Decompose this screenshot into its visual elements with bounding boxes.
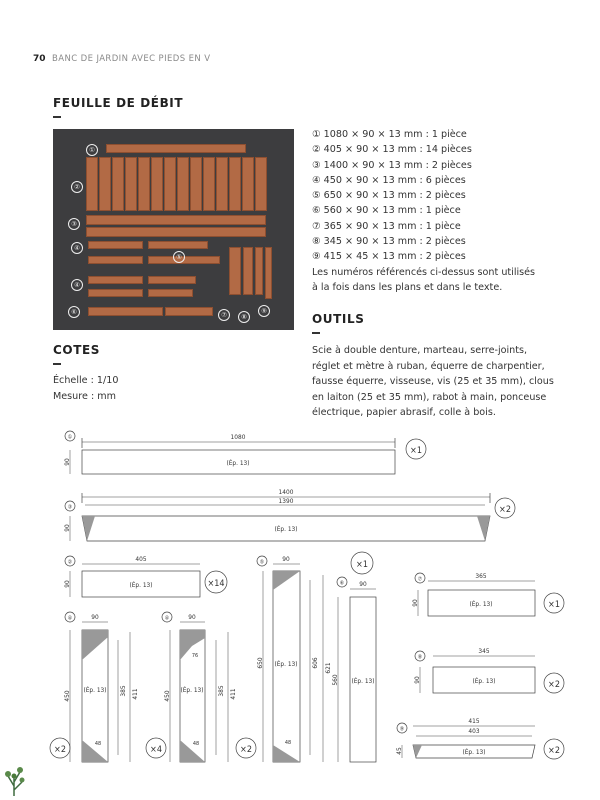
p5-length-mid: 606: [311, 657, 319, 669]
cut-list-marker: ⑨: [312, 251, 321, 263]
photo-label-1: ①: [86, 144, 98, 156]
p7-qty: ×1: [548, 600, 560, 610]
tools-line: Scie à double denture, marteau, serre-joints,: [312, 345, 528, 356]
cut-list-text: 365 × 90 × 13 mm : 1 pièce: [323, 220, 461, 232]
cut-list-marker: ⑦: [312, 220, 321, 232]
photo-label-7: ⑦: [218, 309, 230, 321]
p9-marker: ⑨: [399, 726, 405, 733]
cut-list-marker: ③: [312, 159, 321, 171]
cut-list-item: [312, 158, 562, 173]
heading-dash: [312, 332, 320, 334]
photo-label-5: ⑤: [173, 251, 185, 263]
cut-list-item: [312, 219, 562, 234]
p5-angle: 48: [284, 740, 292, 746]
p4b-inner1: 385: [217, 685, 225, 697]
heading-dash: [53, 116, 61, 118]
p1-length: 1080: [230, 433, 246, 441]
p4a-length: 450: [63, 690, 71, 702]
cut-list-marker: ①: [312, 129, 321, 140]
p3-thickness: (Ép. 13): [274, 525, 298, 533]
p6-thickness: (Ép. 13): [351, 677, 375, 685]
p8-thickness: (Ép. 13): [472, 677, 496, 685]
tools-line: en laiton (25 et 35 mm), rabot à main, ponceuse: [312, 391, 547, 403]
p2-thickness: (Ép. 13): [129, 581, 153, 589]
p2-width: 90: [63, 580, 71, 588]
p8-width: 90: [413, 676, 421, 684]
p2-length: 405: [135, 555, 147, 563]
p4a-qty: ×2: [54, 745, 66, 755]
p4b-inner2: 411: [229, 688, 237, 700]
cut-list-text: 1400 × 90 × 13 mm : 2 pièces: [323, 159, 472, 171]
photo-label-3: ③: [68, 218, 80, 230]
photo-label-4a: ④: [71, 242, 83, 254]
cut-list-item: [312, 188, 562, 203]
p6-marker: ⑥: [339, 580, 345, 587]
cut-list-marker: ②: [312, 144, 321, 156]
heading-dash: [53, 363, 61, 365]
cut-sheet-heading: FEUILLE DE DÉBIT: [53, 96, 184, 110]
cut-list-text: 650 × 90 × 13 mm : 2 pièces: [323, 190, 466, 202]
cut-list-marker: ⑥: [312, 205, 321, 217]
cut-list-marker: ④: [312, 174, 321, 186]
cut-list: [312, 127, 562, 295]
photo-label-9: ⑨: [258, 305, 270, 317]
p3-length-outer: 1400: [278, 488, 294, 496]
tools-text: [312, 343, 572, 421]
photo-label-4b: ④: [71, 279, 83, 291]
cut-list-text: 450 × 90 × 13 mm : 6 pièces: [323, 174, 466, 186]
p4b-angle: 48: [192, 741, 200, 747]
p1-marker: ①: [67, 434, 73, 441]
p2-qty: ×14: [207, 579, 225, 589]
p5-length-inner: 621: [324, 662, 332, 674]
cut-list-text: 415 × 45 × 13 mm : 2 pièces: [323, 251, 466, 263]
plant-decoration: [2, 758, 38, 798]
p9-thickness: (Ép. 13): [462, 748, 486, 756]
p1-thickness: (Ép. 13): [226, 459, 250, 467]
p7-length: 365: [475, 572, 487, 580]
p4a-angle: 48: [94, 741, 102, 747]
photo-label-6: ⑥: [68, 306, 80, 318]
p4a-thickness: (Ép. 13): [83, 686, 107, 694]
tools-line: réglet et mètre à ruban, équerre de charpentier,: [312, 360, 545, 372]
cut-list-marker: ⑤: [312, 190, 321, 202]
photo-label-8: ⑧: [238, 311, 250, 323]
planks-photo: [53, 129, 294, 330]
p5-top: 90: [282, 555, 290, 563]
p1-qty: ×1: [410, 446, 422, 456]
cut-list-marker: ⑧: [312, 236, 321, 248]
cut-list-item: [312, 234, 562, 249]
p7-thickness: (Ép. 13): [469, 600, 493, 608]
cut-list-item: [312, 127, 562, 142]
p3-qty: ×2: [499, 505, 511, 515]
running-title: BANC DE JARDIN AVEC PIEDS EN V: [52, 54, 211, 64]
p4a-marker: ④: [67, 615, 73, 622]
cut-list-text: 345 × 90 × 13 mm : 2 pièces: [323, 236, 466, 248]
p9-qty: ×2: [548, 746, 560, 756]
unit-text: Mesure : mm: [53, 391, 116, 402]
scale-text: Échelle : 1/10: [53, 375, 119, 386]
p5-alone-qty: ×1: [356, 560, 368, 570]
p4b-marker: ④: [164, 615, 170, 622]
p8-marker: ⑧: [417, 654, 423, 661]
p5-qty: ×2: [240, 745, 252, 755]
cut-list-item: [312, 203, 562, 218]
cut-list-item: [312, 249, 562, 264]
p3-marker: ③: [67, 504, 73, 511]
p4a-top: 90: [91, 613, 99, 621]
tools-line: fausse équerre, visseuse, vis (25 et 35 mm), clous: [312, 376, 554, 388]
p1-width: 90: [63, 458, 71, 466]
photo-label-2: ②: [71, 181, 83, 193]
p5-marker: ⑤: [259, 559, 265, 566]
p4a-inner2: 411: [131, 688, 139, 700]
cut-list-text: 560 × 90 × 13 mm : 1 pièce: [323, 205, 461, 217]
plans-drawing: [0, 420, 600, 800]
cut-list-text: 405 × 90 × 13 mm : 14 pièces: [323, 144, 472, 156]
p3-width: 90: [63, 524, 71, 532]
p6-top: 90: [359, 580, 367, 588]
p4b-qty: ×4: [150, 745, 162, 755]
p9-length-outer: 415: [468, 717, 480, 725]
cut-list-item: [312, 173, 562, 188]
p4b-length: 450: [163, 690, 171, 702]
p6-length: 560: [331, 674, 339, 686]
p2-marker: ②: [67, 559, 73, 566]
p5-thickness: (Ép. 13): [274, 660, 298, 668]
p8-qty: ×2: [548, 680, 560, 690]
p3-length-inner: 1390: [278, 497, 294, 505]
p9-length-inner: 403: [468, 727, 480, 735]
cut-list-note: à la fois dans les plans et dans le texte.: [312, 281, 503, 293]
p4b-top: 90: [188, 613, 196, 621]
p7-marker: ⑦: [417, 576, 423, 583]
p4a-inner1: 385: [119, 685, 127, 697]
cut-list-text: 1080 × 90 × 13 mm : 1 pièce: [323, 129, 467, 140]
p4b-thickness: (Ép. 13): [180, 686, 204, 694]
page-number: 70: [33, 54, 46, 64]
p7-width: 90: [411, 599, 419, 607]
p5-length-outer: 650: [256, 657, 264, 669]
p4b-notch: 76: [191, 653, 199, 659]
dimensions-heading: COTES: [53, 343, 101, 357]
cut-list-item: [312, 142, 562, 157]
tools-heading: OUTILS: [312, 312, 365, 326]
p9-width: 45: [395, 747, 403, 755]
cut-list-note: Les numéros référencés ci-dessus sont utilisés: [312, 266, 536, 278]
tools-line: électrique, papier abrasif, colle à bois.: [312, 407, 496, 419]
p8-length: 345: [478, 647, 490, 655]
